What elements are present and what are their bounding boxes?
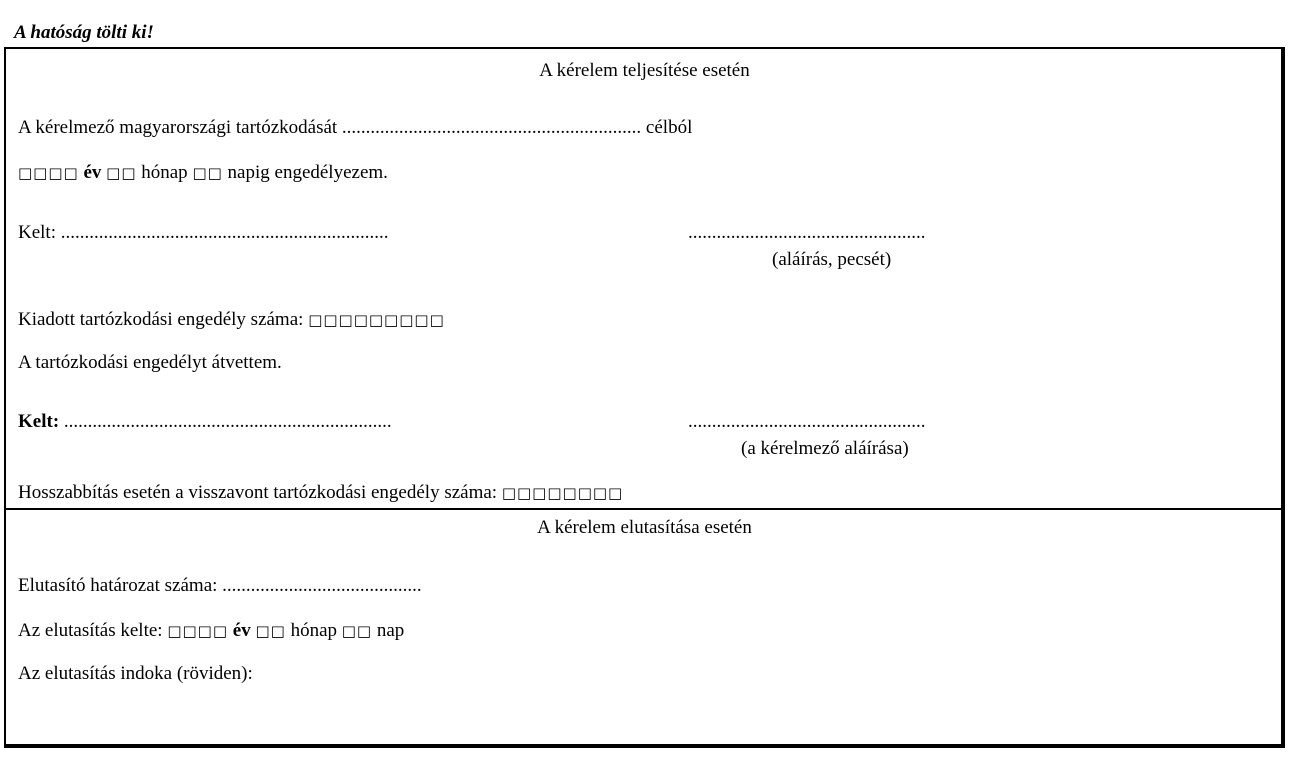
permit-number-line bbox=[18, 309, 445, 331]
date2-line bbox=[18, 411, 392, 433]
rejection-year-label: év bbox=[232, 620, 251, 641]
purpose-suffix: célból bbox=[645, 117, 693, 138]
duration-month-boxes[interactable]: □□ bbox=[106, 164, 137, 182]
rejection-month-boxes[interactable]: □□ bbox=[255, 622, 286, 640]
signature1-dots[interactable]: .................................................. bbox=[688, 222, 926, 243]
rejection-year-boxes[interactable]: □□□□ bbox=[167, 622, 229, 640]
extension-boxes[interactable]: □□□□□□□□ bbox=[501, 484, 624, 502]
purpose-dots[interactable]: ............................................................... bbox=[341, 117, 642, 138]
approval-title: A kérelem teljesítése esetén bbox=[539, 60, 750, 81]
extension-label: Hosszabbítás esetén a visszavont tartózkodási engedély száma: bbox=[18, 482, 498, 503]
rejection-day-boxes[interactable]: □□ bbox=[341, 622, 373, 640]
day-label: napig engedélyezem. bbox=[227, 162, 388, 183]
month-label: hónap bbox=[141, 162, 188, 183]
date1-line bbox=[18, 222, 389, 244]
date2-dots[interactable]: ..................................................................... bbox=[63, 411, 392, 432]
duration-year-boxes[interactable]: □□□□ bbox=[18, 164, 79, 182]
date2-label: Kelt: bbox=[18, 411, 60, 432]
signature2-caption: (a kérelmező aláírása) bbox=[741, 438, 909, 459]
duration-line bbox=[18, 162, 388, 184]
received-text: A tartózkodási engedélyt átvettem. bbox=[18, 352, 282, 373]
rejection-title: A kérelem elutasítása esetén bbox=[537, 517, 752, 538]
rejection-date-label: Az elutasítás kelte: bbox=[18, 620, 163, 641]
section-divider bbox=[4, 508, 1285, 510]
date1-label: Kelt: bbox=[18, 222, 56, 243]
rejection-day-label: nap bbox=[376, 620, 405, 641]
header-note: A hatóság tölti ki! bbox=[14, 22, 154, 43]
form-box bbox=[4, 47, 1285, 748]
purpose-prefix: A kérelmező magyarországi tartózkodását bbox=[18, 117, 338, 138]
signature1-caption: (aláírás, pecsét) bbox=[772, 249, 892, 270]
date1-dots[interactable]: ..................................................................... bbox=[60, 222, 389, 243]
purpose-line bbox=[18, 117, 692, 139]
permit-number-label: Kiadott tartózkodási engedély száma: bbox=[18, 309, 304, 330]
rejection-month-label: hónap bbox=[290, 620, 337, 641]
extension-line bbox=[18, 482, 623, 504]
decision-line bbox=[18, 575, 422, 597]
permit-number-boxes[interactable]: □□□□□□□□□ bbox=[308, 311, 445, 329]
reason-label: Az elutasítás indoka (röviden): bbox=[18, 663, 253, 684]
year-label: év bbox=[83, 162, 102, 183]
duration-day-boxes[interactable]: □□ bbox=[192, 164, 223, 182]
rejection-date-line bbox=[18, 620, 404, 642]
signature2-dots[interactable]: .................................................. bbox=[688, 411, 926, 432]
decision-dots[interactable]: .......................................... bbox=[222, 575, 422, 596]
decision-label: Elutasító határozat száma: bbox=[18, 575, 218, 596]
